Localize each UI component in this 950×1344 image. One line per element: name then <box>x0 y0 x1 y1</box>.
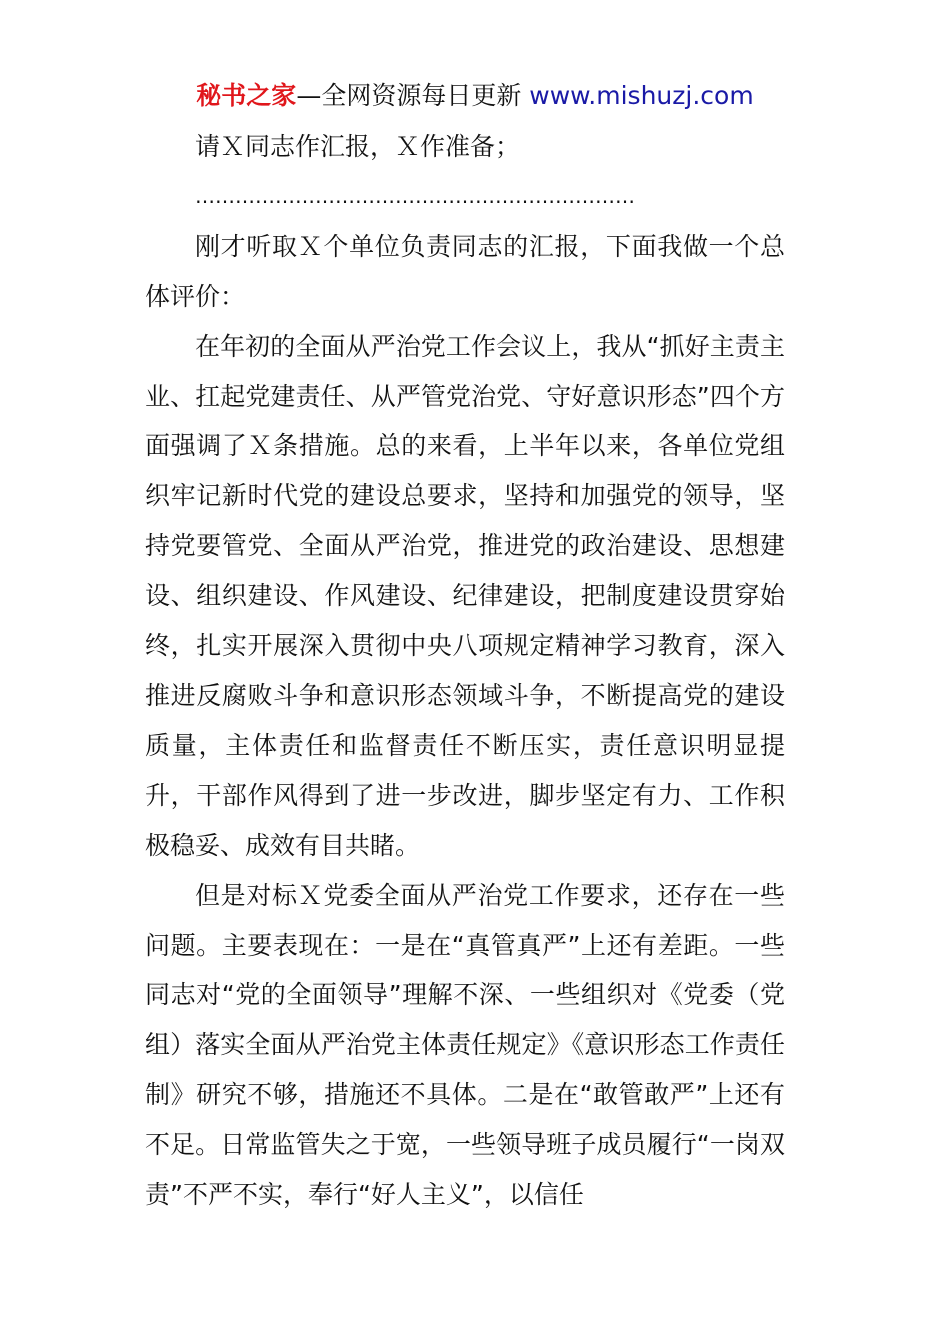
ellipsis-line: ………………………………………………………… <box>195 183 635 208</box>
paragraph-problems: 但是对标Ｘ党委全面从严治党工作要求，还存在一些问题。主要表现在：一是在“真管真严”上还有差距。一些同志对“党的全面领导”理解不深、一些组织对《党委（党组）落实全面从严治党主体责任规定》《意识形态工作责任制》研究不够，措施还不具体。二是在“敢管敢严”上还有不足。日常监管失之于宽，一些领导班子成员履行“一岗双责”不严不实，奉行“好人主义”，以信任 <box>145 880 785 1210</box>
site-url-link[interactable]: www.mishuzj.com <box>529 81 754 110</box>
site-brand: 秘书之家 <box>196 81 297 110</box>
document-body <box>145 122 785 1220</box>
paragraph-overview: 刚才听取Ｘ个单位负责同志的汇报，下面我做一个总体评价： <box>145 231 785 311</box>
paragraph-achievements: 在年初的全面从严治党工作会议上，我从“抓好主责主业、扛起党建责任、从严管党治党、守好意识形态”四个方面强调了Ｘ条措施。总的来看，上半年以来，各单位党组织牢记新时代党的建设总要求，坚持和加强党的领导，坚持党要管党、全面从严治党，推进党的政治建设、思想建设、组织建设、作风建设、纪律建设，把制度建设贯穿始终，扎实开展深入贯彻中央八项规定精神学习教育，深入推进反腐败斗争和意识形态领域斗争，不断提高党的建设质量，主体责任和监督责任不断压实，责任意识明显提升，干部作风得到了进一步改进，脚步坚定有力、工作积极稳妥、成效有目共睹。 <box>145 331 785 860</box>
instruction-line: 请Ｘ同志作汇报，Ｘ作准备； <box>195 132 521 161</box>
site-tagline: —全网资源每日更新 <box>296 81 530 110</box>
site-header <box>0 78 950 114</box>
